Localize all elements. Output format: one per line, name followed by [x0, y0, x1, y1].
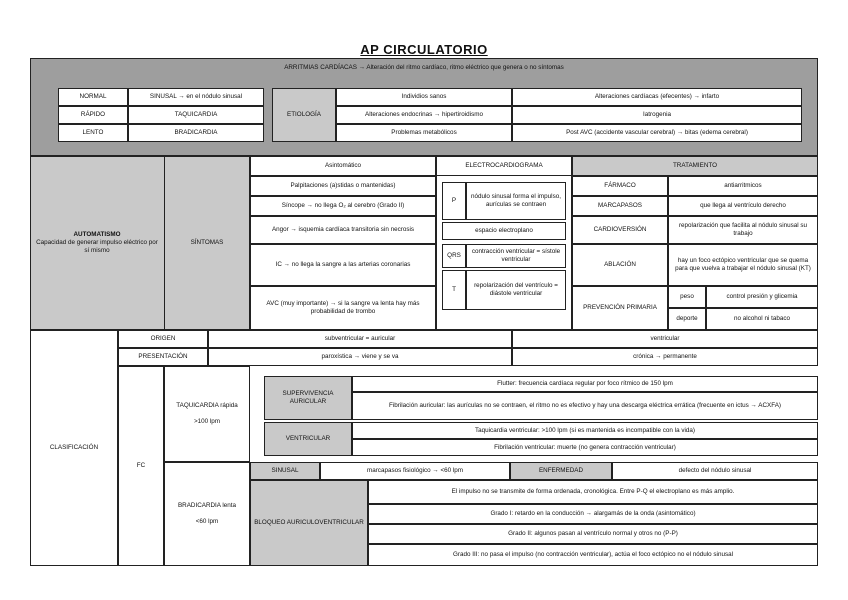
prevencion-label: PREVENCIÓN PRIMARIA — [572, 286, 668, 330]
bradicardia-rate: <60 lpm — [195, 518, 219, 525]
tratamiento-desc-marcapasos: que llega al ventrículo derecho — [668, 196, 818, 216]
rhythm-name-normal: NORMAL — [58, 88, 128, 106]
presentacion-right: crónica → permanente — [512, 348, 818, 366]
etiologia-left-3: Problemas metabólicos — [336, 124, 512, 142]
prevencion-name-peso: peso — [668, 286, 706, 308]
supraventricular-label: SUPERVIVENCIA AURICULAR — [264, 376, 352, 420]
prevencion-desc-peso: control presión y glicemia — [706, 286, 818, 308]
automatismo-subtitle: Capacidad de generar impulso eléctrico por sí mismo — [36, 239, 158, 254]
etiologia-right-3: Post AVC (accidente vascular cerebral) → bitas (edema cerebral) — [512, 124, 802, 142]
sintoma-5: IC → no llega la sangre a las arterias coronarias — [250, 244, 436, 286]
presentacion-left: paroxística → viene y se va — [208, 348, 512, 366]
sintoma-2: Palpitaciones (a)stidas o mantenidas) — [250, 176, 436, 196]
rhythm-name-lento: LENTO — [58, 124, 128, 142]
enfermedad-text: defecto del nódulo sinusal — [612, 462, 818, 480]
tratamiento-desc-ablacion: hay un foco ectópico ventricular que se quema para que vuelva a trabajar el nódulo sinusal (KT) — [668, 244, 818, 286]
rhythm-desc-rapido: TAQUICARDIA — [128, 106, 264, 124]
ecg-t-text: repolarización del ventrículo = diástole ventricular — [466, 270, 566, 310]
bradicardia-block — [164, 462, 250, 566]
bloqueo-label: BLOQUEO AURICULOVENTRICULAR — [250, 480, 368, 566]
taquicardia-block — [164, 366, 250, 462]
origen-label: ORIGEN — [118, 330, 208, 348]
etiologia-right-2: Iatrogenia — [512, 106, 802, 124]
automatismo-title: AUTOMATISMO — [73, 231, 121, 239]
etiologia-left-1: Individios sanos — [336, 88, 512, 106]
bloqueo-grado-1: Grado I: retardo en la conducción → alargamás de la onda (asintomático) — [368, 504, 818, 524]
bradicardia-label: BRADICARDIA lenta — [177, 502, 237, 510]
presentacion-label: PRESENTACIÓN — [118, 348, 208, 366]
clasificacion-label: CLASIFICACIÓN — [30, 330, 118, 566]
sintoma-6: AVC (muy importante) → si la sangre va lenta hay más probabilidad de trombo — [250, 286, 436, 330]
tratamiento-name-cardioversion: CARDIOVERSIÓN — [572, 216, 668, 244]
origen-right: ventricular — [512, 330, 818, 348]
sintoma-3: Síncope → no llega O₂ al cerebro (Grado II) — [250, 196, 436, 216]
origen-left: subventricular = auricular — [208, 330, 512, 348]
ecg-t-label: T — [442, 270, 466, 310]
etiologia-label: ETIOLOGÍA — [272, 88, 336, 142]
sintoma-4: Angor → isquemia cardíaca transitoria sin necrosis — [250, 216, 436, 244]
etiologia-left-2: Alteraciones endocrinas → hipertiroidismo — [336, 106, 512, 124]
etiologia-right-1: Alteraciones cardíacas (efecentes) → infarto — [512, 88, 802, 106]
tratamiento-title: TRATAMIENTO — [572, 156, 818, 176]
rhythm-desc-normal: SINUSAL → en el nódulo sinusal — [128, 88, 264, 106]
bloqueo-intro: El impulso no se transmite de forma ordenada, cronológica. Entre P-Q el electroplano es más amplio. — [368, 480, 818, 504]
ecg-qrs-label: QRS — [442, 244, 466, 268]
prevencion-name-deporte: deporte — [668, 308, 706, 330]
tratamiento-name-marcapasos: MARCAPASOS — [572, 196, 668, 216]
ecg-title: ELECTROCARDIOGRAMA — [436, 156, 572, 176]
taquicardia-ventricular-text: Taquicardia ventricular: >100 lpm (si es mantenida es incompatible con la vida) — [352, 422, 818, 439]
ecg-p-text: nódulo sinusal forma el impulso, aurículas se contraen — [466, 182, 566, 220]
fc-label: FC — [118, 366, 164, 566]
prevencion-desc-deporte: no alcohol ni tabaco — [706, 308, 818, 330]
fibrilacion-ventricular-text: Fibrilación ventricular: muerte (no genera contracción ventricular) — [352, 439, 818, 456]
flutter-text: Flutter: frecuencia cardíaca regular por foco rítmico de 150 lpm — [352, 376, 818, 392]
tratamiento-desc-cardioversion: repolarización que facilita al nódulo sinusal su trabajo — [668, 216, 818, 244]
enfermedad-label: ENFERMEDAD — [510, 462, 612, 480]
ecg-qrs-text: contracción ventricular = sístole ventricular — [466, 244, 566, 268]
sintomas-label: SÍNTOMAS — [164, 156, 250, 330]
sinusal-label: SINUSAL — [250, 462, 320, 480]
sintoma-1: Asintomático — [250, 156, 436, 176]
tratamiento-name-ablacion: ABLACIÓN — [572, 244, 668, 286]
bloqueo-grado-3: Grado III: no pasa el impulso (no contracción ventricular), actúa el foco ectópico no el nódulo sinusal — [368, 544, 818, 566]
ecg-p-label: P — [442, 182, 466, 220]
sinusal-text: marcapasos fisiológico → <60 lpm — [320, 462, 510, 480]
tratamiento-name-farmaco: FÁRMACO — [572, 176, 668, 196]
rhythm-desc-lento: BRADICARDIA — [128, 124, 264, 142]
taquicardia-label: TAQUICARDIA rápida — [176, 402, 238, 410]
rhythm-name-rapido: RÁPIDO — [58, 106, 128, 124]
automatismo-block — [30, 156, 164, 330]
page-title: AP CIRCULATORIO — [360, 42, 488, 57]
taquicardia-rate: >100 lpm — [193, 418, 221, 425]
ecg-isoelectric: espacio electroplano — [442, 222, 566, 240]
bloqueo-grado-2: Grado II: algunos pasan al ventrículo normal y otros no (P-P) — [368, 524, 818, 544]
tratamiento-desc-farmaco: antiarritmicos — [668, 176, 818, 196]
arritmias-header: ARRITMIAS CARDÍACAS → Alteración del ritmo cardíaco, ritmo eléctrico que genera o no síntomas — [284, 64, 564, 72]
fibrilacion-auricular-text: Fibrilación auricular: las aurículas no se contraen, el ritmo no es efectivo y hay una descarga eléctrica errática (frecuente en ictus → ACXFA) — [352, 392, 818, 420]
ventricular-label: VENTRICULAR — [264, 422, 352, 456]
